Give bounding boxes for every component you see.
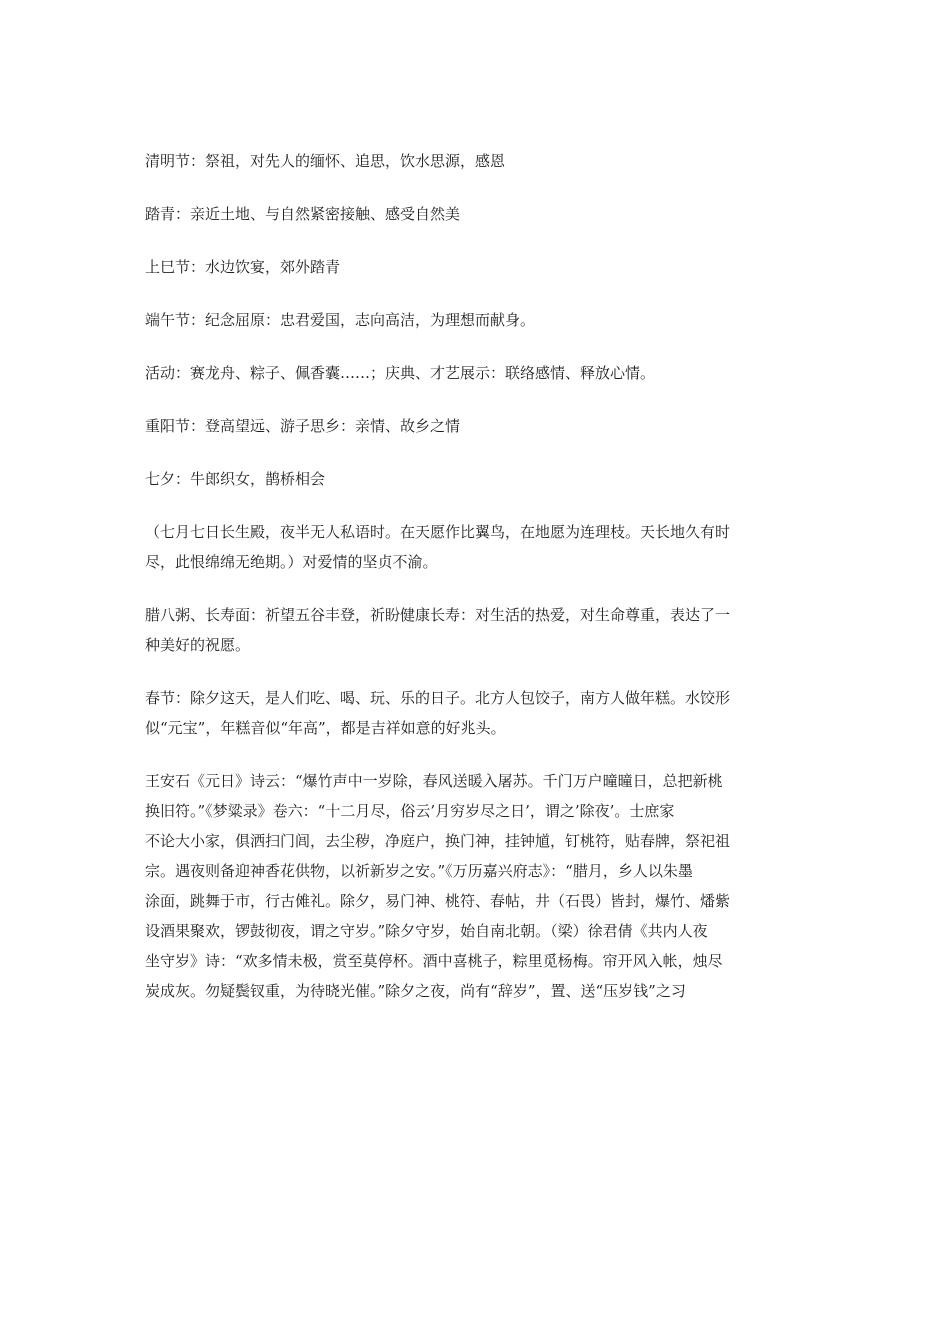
paragraph bbox=[145, 411, 805, 441]
paragraph bbox=[145, 766, 805, 1006]
text-line: 重阳节：登高望远、游子思乡：亲情、故乡之情 bbox=[145, 417, 461, 435]
document-body bbox=[145, 146, 805, 1029]
text-line: 端午节：纪念屈原：忠君爱国，志向高洁，为理想而献身。 bbox=[145, 311, 536, 329]
text-line: 七夕：牛郎织女，鹊桥相会 bbox=[145, 470, 326, 488]
text-line: 活动：赛龙舟、粽子、佩香囊……；庆典、才艺展示：联络感情、释放心情。 bbox=[145, 364, 656, 382]
text-line: 宗。遇夜则备迎神香花供物，以祈新岁之安。”《万历嘉兴府志》：“腊月，乡人以朱墨 bbox=[145, 862, 693, 880]
text-line: （七月七日长生殿，夜半无人私语时。在天愿作比翼鸟，在地愿为连理枝。天长地久有时 bbox=[145, 523, 731, 541]
text-line: 坐守岁》诗：“欢多情未极，赏至莫停杯。酒中喜桃子，粽里觅杨梅。帘开风入帐，烛尽 bbox=[145, 952, 723, 970]
paragraph bbox=[145, 464, 805, 494]
text-line: 王安石《元日》诗云：“爆竹声中一岁除，春风送暖入屠苏。千门万户曈曈日，总把新桃 bbox=[145, 772, 723, 790]
text-line: 上巳节：水边饮宴，郊外踏青 bbox=[145, 258, 341, 276]
text-line: 踏青：亲近土地、与自然紧密接触、感受自然美 bbox=[145, 205, 461, 223]
paragraph bbox=[145, 517, 805, 577]
paragraph bbox=[145, 146, 805, 176]
text-line: 涂面，跳舞于市，行古傩礼。除夕，易门神、桃符、春帖，井（石畏）皆封，爆竹、燔紫 bbox=[145, 892, 731, 910]
text-line: 不论大小家，俱洒扫门闾，去尘秽，净庭户，换门神，挂钟馗，钉桃符，贴春牌，祭祀祖 bbox=[145, 832, 731, 850]
paragraph bbox=[145, 252, 805, 282]
text-line: 种美好的祝愿。 bbox=[145, 636, 251, 654]
text-line: 清明节：祭祖，对先人的缅怀、追思，饮水思源，感恩 bbox=[145, 152, 506, 170]
paragraph bbox=[145, 358, 805, 388]
text-line: 炭成灰。勿疑鬓钗重，为待晓光催。”除夕之夜，尚有“辞岁”，置、送“压岁钱”之习 bbox=[145, 982, 686, 1000]
text-line: 设酒果聚欢，锣鼓彻夜，谓之守岁。”除夕守岁，始自南北朝。（梁）徐君倩《共内人夜 bbox=[145, 922, 708, 940]
paragraph bbox=[145, 199, 805, 229]
paragraph bbox=[145, 600, 805, 660]
paragraph bbox=[145, 305, 805, 335]
paragraph bbox=[145, 683, 805, 743]
text-line: 春节：除夕这天，是人们吃、喝、玩、乐的日子。北方人包饺子，南方人做年糕。水饺形 bbox=[145, 689, 731, 707]
text-line: 腊八粥、长寿面：祈望五谷丰登，祈盼健康长寿：对生活的热爱，对生命尊重，表达了一 bbox=[145, 606, 731, 624]
text-line: 似“元宝”，年糕音似“年高”，都是吉祥如意的好兆头。 bbox=[145, 719, 506, 737]
text-line: 尽，此恨绵绵无绝期。）对爱情的坚贞不渝。 bbox=[145, 553, 438, 571]
text-line: 换旧符。”《梦粱录》卷六：“十二月尽，俗云’月穷岁尽之日’，谓之’除夜’。士庶家 bbox=[145, 802, 675, 820]
